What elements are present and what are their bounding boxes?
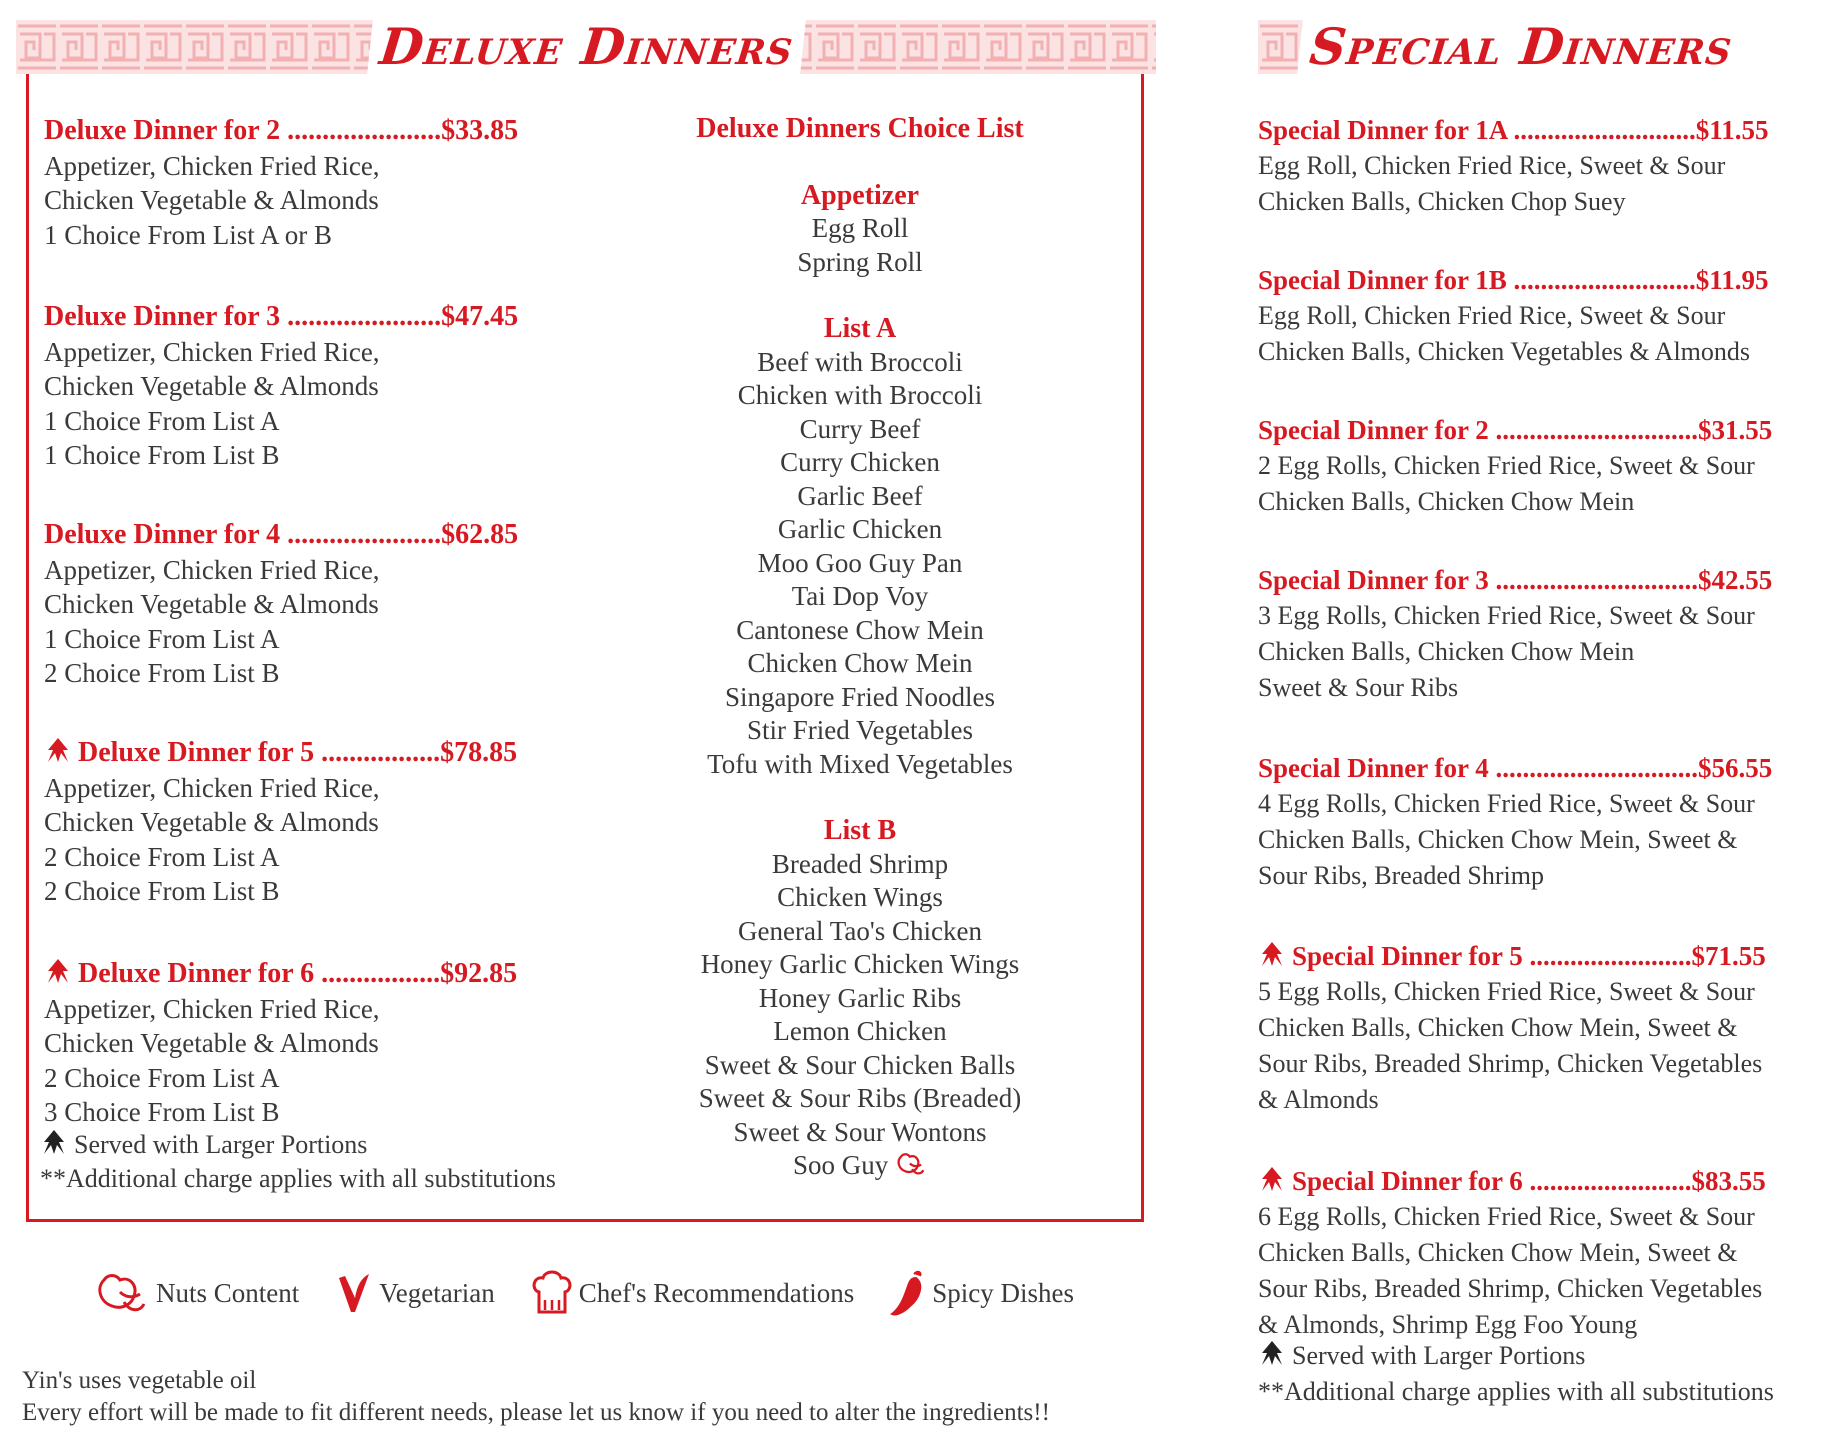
nuts-icon (94, 1268, 150, 1318)
list-b-item (640, 915, 1080, 949)
menu-item (1258, 1163, 1818, 1343)
menu-item (44, 736, 517, 909)
menu-item (1258, 412, 1818, 520)
menu-item-description: 2 Choice From List B (44, 658, 280, 688)
list-b-item-label: Chicken Wings (777, 882, 943, 912)
menu-item-title (1258, 1163, 1818, 1199)
menu-item-description: Chicken Vegetable & Almonds (44, 807, 379, 837)
special-note-larger: Served with Larger Portions (1292, 1341, 1586, 1370)
list-a-heading: List A (823, 313, 897, 344)
menu-item-title (1258, 112, 1818, 148)
menu-item-description: Chicken Balls, Chicken Chow Mein (1258, 637, 1635, 666)
list-a-item (640, 714, 1080, 748)
menu-item-description: Chicken Vegetable & Almonds (44, 589, 379, 619)
menu-item-description: 1 Choice From List A (44, 405, 280, 436)
list-b-item (640, 948, 1080, 982)
menu-item-price: $33.85 (441, 115, 519, 146)
menu-item-price: $62.85 (441, 519, 519, 550)
menu-item-description: 3 Choice From List B (44, 1097, 280, 1127)
menu-item (1258, 938, 1818, 1118)
menu-item (1258, 262, 1818, 370)
footer-needs-note: Every effort will be made to fit different needs, please let us know if you need to alter the ingredients!! (22, 1399, 1050, 1426)
list-b-item (640, 1082, 1080, 1116)
list-b-item-label: Soo Guy (792, 1150, 889, 1180)
menu-item-price: $56.55 (1698, 753, 1773, 783)
list-a-item-label: Stir Fried Vegetables (747, 715, 973, 745)
menu-item-description: 1 Choice From List A (44, 623, 280, 654)
larger-portion-icon (44, 736, 72, 764)
footer-oil-note: Yin's uses vegetable oil (22, 1367, 257, 1394)
menu-item-description: Chicken Vegetable & Almonds (44, 1028, 379, 1058)
list-a-item-label: Curry Chicken (780, 447, 940, 477)
list-a-item-label: Garlic Beef (797, 480, 923, 511)
menu-item-title (1258, 262, 1818, 298)
menu-item-description: 2 Choice From List B (44, 876, 280, 906)
chili-pepper-icon (890, 1268, 926, 1318)
legend-vegetarian-label: Vegetarian (379, 1277, 495, 1308)
menu-item-price: $31.55 (1698, 415, 1773, 445)
list-b-item (640, 1049, 1080, 1083)
menu-item-description: Appetizer, Chicken Fried Rice, (44, 772, 380, 803)
menu-item-name: Deluxe Dinner for 4 ...................... (44, 519, 442, 550)
menu-item-description: 3 Egg Rolls, Chicken Fried Rice, Sweet & Sour (1258, 601, 1755, 630)
menu-item-description: Chicken Balls, Chicken Chow Mein, Sweet & (1258, 825, 1738, 854)
special-dinners-title: Special Dinners (1297, 20, 1745, 74)
list-a-item (640, 748, 1080, 782)
menu-item-title (1258, 412, 1818, 448)
menu-item-name: Special Dinner for 3 .............................. (1258, 565, 1699, 595)
special-notes (1258, 1338, 1818, 1410)
list-a-item-label: Tai Dop Voy (791, 581, 929, 611)
menu-item-description: 1 Choice From List A or B (44, 219, 333, 250)
menu-item-description: Chicken Balls, Chicken Chop Suey (1258, 187, 1626, 216)
menu-item-name: Deluxe Dinner for 5 ................. (78, 737, 441, 768)
menu-item-name: Deluxe Dinner for 6 ................. (78, 958, 441, 989)
menu-item-description: 6 Egg Rolls, Chicken Fried Rice, Sweet & Sour (1258, 1202, 1755, 1231)
list-a-item-label: Singapore Fried Noodles (725, 681, 995, 712)
list-b-item-label: Sweet & Sour Chicken Balls (704, 1049, 1016, 1080)
list-a-item (640, 446, 1080, 480)
menu-item (1258, 562, 1818, 706)
menu-item-name: Special Dinner for 5 ........................ (1292, 941, 1692, 971)
appetizer-item (640, 212, 1080, 246)
menu-item-description: Egg Roll, Chicken Fried Rice, Sweet & Sour (1258, 301, 1726, 330)
list-b-item (640, 1116, 1080, 1150)
menu-item-price: $47.45 (441, 301, 519, 332)
menu-item-name: Special Dinner for 1A ........................... (1258, 115, 1696, 145)
legend-nuts-label: Nuts Content (156, 1277, 300, 1308)
appetizer-item-label: Egg Roll (811, 213, 909, 243)
list-b-item-label: Breaded Shrimp (771, 848, 949, 879)
special-note-substitutions: **Additional charge applies with all substitutions (1258, 1377, 1774, 1406)
menu-item-price: $42.55 (1698, 565, 1773, 595)
list-a-item (640, 480, 1080, 514)
menu-item (1258, 750, 1818, 894)
vegetarian-icon (335, 1268, 373, 1318)
menu-item-price: $11.55 (1695, 115, 1769, 145)
menu-item-name: Special Dinner for 1B ........................... (1258, 265, 1696, 295)
appetizer-heading: Appetizer (800, 179, 920, 211)
menu-item-name: Deluxe Dinner for 3 ...................... (44, 301, 442, 332)
menu-item-description: 2 Choice From List A (44, 841, 280, 872)
legend-chef-label: Chef's Recommendations (578, 1277, 855, 1308)
menu-item-title (44, 114, 518, 149)
menu-item (44, 518, 518, 691)
choice-list-title: Deluxe Dinners Choice List (696, 113, 1024, 144)
menu-item-description: Sour Ribs, Breaded Shrimp, Chicken Vegetables (1258, 1049, 1763, 1078)
list-a-item (640, 647, 1080, 681)
menu-item (1258, 112, 1818, 220)
menu-item-description: 1 Choice From List B (44, 440, 280, 470)
list-b-item-label: Lemon Chicken (773, 1016, 947, 1046)
list-a-item (640, 614, 1080, 648)
menu-item-description: Chicken Balls, Chicken Chow Mein (1258, 487, 1635, 516)
legend-spicy-label: Spicy Dishes (932, 1277, 1075, 1308)
list-b-item (640, 1015, 1080, 1049)
menu-item-description: 2 Egg Rolls, Chicken Fried Rice, Sweet & Sour (1258, 451, 1755, 480)
nuts-icon (895, 1150, 927, 1178)
menu-item-title (1258, 938, 1818, 974)
menu-item-price: $71.55 (1691, 941, 1766, 971)
menu-item-description: Appetizer, Chicken Fried Rice, (44, 336, 380, 367)
appetizer-item (640, 246, 1080, 280)
chef-hat-icon (531, 1268, 573, 1318)
menu-item-description: Sour Ribs, Breaded Shrimp (1258, 861, 1544, 890)
larger-portion-icon (1258, 940, 1286, 968)
list-a-item-label: Moo Goo Guy Pan (757, 547, 963, 578)
menu-item-title (44, 518, 518, 553)
menu-item-description: Chicken Balls, Chicken Chow Mein, Sweet & (1258, 1238, 1738, 1267)
menu-item (44, 300, 518, 473)
menu-item-description: Sour Ribs, Breaded Shrimp, Chicken Vegetables (1258, 1274, 1763, 1303)
deluxe-note-larger: Served with Larger Portions (74, 1130, 368, 1159)
menu-item-name: Deluxe Dinner for 2 ...................... (44, 115, 442, 146)
list-a-item (640, 580, 1080, 614)
list-a-item-label: Beef with Broccoli (757, 346, 963, 377)
deluxe-notes (40, 1128, 556, 1196)
menu-item-description: & Almonds (1258, 1085, 1379, 1114)
list-a-item-label: Tofu with Mixed Vegetables (707, 748, 1013, 779)
menu-item-description: 5 Egg Rolls, Chicken Fried Rice, Sweet & Sour (1258, 977, 1755, 1006)
legend-chef (531, 1268, 855, 1318)
menu-item-description: Egg Roll, Chicken Fried Rice, Sweet & Sour (1258, 151, 1726, 180)
menu-item-description: 4 Egg Rolls, Chicken Fried Rice, Sweet & Sour (1258, 789, 1755, 818)
list-b-item (640, 1149, 1080, 1183)
menu-item-description: Sweet & Sour Ribs (1258, 673, 1459, 702)
menu-item-title (44, 300, 518, 335)
menu-item-title (1258, 562, 1818, 598)
list-a-item (640, 346, 1080, 380)
menu-item-title (44, 957, 517, 992)
legend-spicy (890, 1268, 1074, 1318)
list-a-item (640, 379, 1080, 413)
menu-item-name: Special Dinner for 4 .............................. (1258, 753, 1699, 783)
list-b-item-label: Honey Garlic Ribs (758, 982, 962, 1013)
menu-item-description: Appetizer, Chicken Fried Rice, (44, 150, 380, 181)
menu-item-description: Appetizer, Chicken Fried Rice, (44, 554, 380, 585)
menu-item-price: $92.85 (440, 958, 518, 989)
menu-item-description: & Almonds, Shrimp Egg Foo Young (1258, 1310, 1638, 1339)
list-b-heading: List B (823, 815, 897, 846)
menu-item-description: 2 Choice From List A (44, 1062, 280, 1093)
menu-item-title (1258, 750, 1818, 786)
footer (22, 1365, 1050, 1429)
list-a-item (640, 513, 1080, 547)
legend (94, 1268, 1110, 1318)
choice-list (640, 112, 1080, 1183)
list-b-item-label: General Tao's Chicken (738, 915, 982, 946)
larger-portion-icon (40, 1128, 68, 1156)
menu-item-description: Chicken Vegetable & Almonds (44, 371, 379, 401)
deluxe-dinners-title: Deluxe Dinners (367, 20, 806, 74)
menu-item-name: Special Dinner for 6 ........................ (1292, 1166, 1692, 1196)
larger-portion-icon (1258, 1339, 1286, 1367)
list-b-item (640, 982, 1080, 1016)
list-b-item (640, 881, 1080, 915)
larger-portion-icon (44, 957, 72, 985)
legend-vegetarian (335, 1268, 494, 1318)
menu-item (44, 114, 518, 252)
menu-item-description: Chicken Vegetable & Almonds (44, 185, 379, 215)
menu-item-price: $11.95 (1695, 265, 1769, 295)
list-b-item-label: Sweet & Sour Wontons (733, 1116, 987, 1147)
menu-item-price: $83.55 (1691, 1166, 1766, 1196)
legend-nuts (94, 1268, 299, 1318)
menu-item-title (44, 736, 517, 771)
menu-item (44, 957, 517, 1130)
list-a-item-label: Curry Beef (799, 413, 921, 444)
list-b-item (640, 848, 1080, 882)
list-a-item (640, 681, 1080, 715)
list-a-item-label: Chicken Chow Mein (747, 648, 973, 678)
list-b-item-label: Sweet & Sour Ribs (Breaded) (698, 1083, 1022, 1113)
list-a-item-label: Chicken with Broccoli (737, 380, 983, 410)
list-a-item-label: Cantonese Chow Mein (736, 614, 984, 645)
list-b-item-label: Honey Garlic Chicken Wings (700, 949, 1020, 979)
menu-item-name: Special Dinner for 2 .............................. (1258, 415, 1699, 445)
list-a-item (640, 413, 1080, 447)
menu-item-description: Appetizer, Chicken Fried Rice, (44, 993, 380, 1024)
deluxe-note-substitutions: **Additional charge applies with all substitutions (40, 1164, 556, 1193)
menu-item-description: Chicken Balls, Chicken Vegetables & Almonds (1258, 337, 1751, 366)
list-a-item-label: Garlic Chicken (777, 514, 943, 544)
list-a-item (640, 547, 1080, 581)
menu-item-description: Chicken Balls, Chicken Chow Mein, Sweet & (1258, 1013, 1738, 1042)
appetizer-item-label: Spring Roll (797, 246, 923, 277)
larger-portion-icon (1258, 1165, 1286, 1193)
menu-item-price: $78.85 (440, 737, 518, 768)
